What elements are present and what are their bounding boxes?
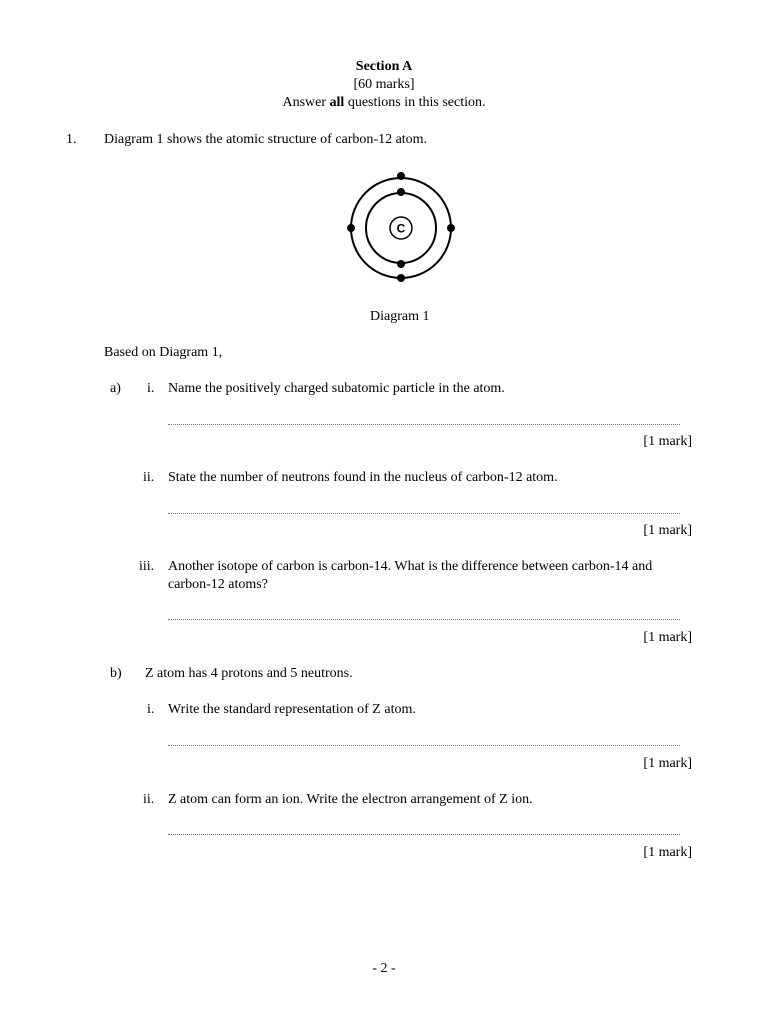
b-i-mark: [1 mark] bbox=[643, 756, 692, 771]
b-ii-answer-line[interactable] bbox=[168, 832, 680, 835]
b-i-answer-line[interactable] bbox=[168, 743, 680, 746]
a-iii-answer-line[interactable] bbox=[168, 617, 680, 620]
section-marks: [60 marks] bbox=[353, 77, 415, 92]
a-ii-answer-line[interactable] bbox=[168, 511, 680, 514]
page-number: - 2 - bbox=[372, 961, 396, 976]
a-i-question: Name the positively charged subatomic particle in the atom. bbox=[168, 381, 505, 396]
a-ii-number: ii. bbox=[143, 470, 155, 485]
section-title: Section A bbox=[355, 59, 413, 74]
electron-outer-left bbox=[347, 224, 355, 232]
b-i-question: Write the standard representation of Z atom. bbox=[168, 702, 416, 717]
a-i-number: i. bbox=[147, 381, 155, 396]
part-b-intro: Z atom has 4 protons and 5 neutrons. bbox=[145, 666, 353, 681]
a-ii-mark: [1 mark] bbox=[643, 523, 692, 538]
electron-outer-right bbox=[447, 224, 455, 232]
instruction-pre: Answer bbox=[282, 95, 330, 110]
lead-in: Based on Diagram 1, bbox=[104, 345, 223, 360]
b-ii-mark: [1 mark] bbox=[643, 845, 692, 860]
b-ii-number: ii. bbox=[143, 792, 155, 807]
a-iii-mark: [1 mark] bbox=[643, 630, 692, 645]
a-i-answer-line[interactable] bbox=[168, 422, 680, 425]
part-b-label: b) bbox=[110, 666, 122, 681]
diagram-caption: Diagram 1 bbox=[370, 309, 430, 324]
instruction-bold: all bbox=[329, 95, 345, 110]
a-iii-number: iii. bbox=[139, 559, 155, 574]
question-number: 1. bbox=[66, 132, 77, 147]
electron-outer-bottom bbox=[397, 274, 405, 282]
a-iii-question: Another isotope of carbon is carbon-14. What is the difference between carbon-14 and carbon-12 atoms? bbox=[168, 559, 653, 592]
a-i-mark: [1 mark] bbox=[643, 434, 692, 449]
nucleus-label: C bbox=[396, 221, 406, 236]
a-ii-question: State the number of neutrons found in the nucleus of carbon-12 atom. bbox=[168, 470, 558, 485]
electron-inner-bottom bbox=[397, 260, 405, 268]
b-i-number: i. bbox=[147, 702, 155, 717]
electron-outer-top bbox=[397, 172, 405, 180]
question-intro: Diagram 1 shows the atomic structure of carbon-12 atom. bbox=[104, 132, 428, 147]
electron-inner-top bbox=[397, 188, 405, 196]
instruction-post: questions in this section. bbox=[344, 95, 486, 110]
carbon-atom-diagram bbox=[340, 168, 462, 290]
b-ii-question: Z atom can form an ion. Write the electron arrangement of Z ion. bbox=[168, 792, 533, 807]
section-instruction bbox=[0, 94, 768, 112]
part-a-label: a) bbox=[110, 381, 121, 396]
